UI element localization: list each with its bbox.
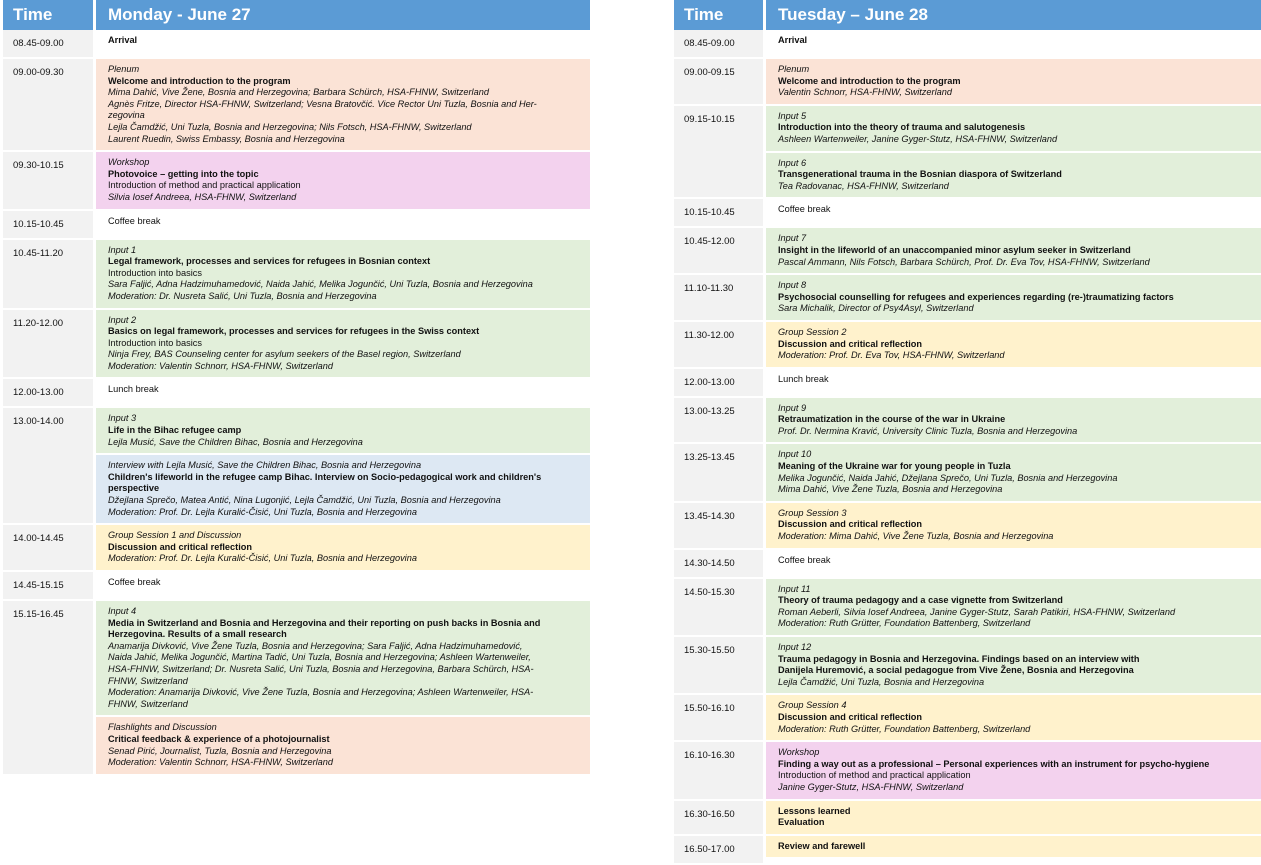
session-entry	[766, 322, 1261, 367]
session-entry	[96, 152, 590, 208]
session-note: Introduction into basics	[108, 337, 202, 348]
session-entry	[766, 59, 1261, 104]
schedule-row	[674, 369, 1261, 398]
session-note: Coffee break	[108, 215, 161, 226]
session-title: Retraumatization in the course of the war in Ukraine	[778, 414, 1006, 425]
session-detail: Input 10	[778, 449, 812, 460]
session-detail: Input 6	[778, 157, 807, 168]
session-detail: Moderation: Prof. Dr. Lejla Kuralić-Čisić, Uni Tuzla, Bosnia and Herzegovina	[108, 553, 417, 564]
schedule-row	[674, 398, 1261, 445]
session-cell	[96, 152, 590, 208]
time-slot: 15.30-15.50	[674, 637, 766, 693]
session-detail: Mima Dahić, Vive Žene, Bosnia and Herzegovina; Barbara Schürch, HSA-FHNW, Switzerland	[108, 87, 489, 98]
session-detail: Input 9	[778, 402, 807, 413]
schedule-row	[674, 503, 1261, 550]
time-slot: 16.50-17.00	[674, 836, 766, 863]
monday-header-row	[3, 0, 590, 30]
session-title: Welcome and introduction to the program	[108, 75, 291, 86]
session-entry	[96, 211, 590, 233]
schedule-row	[3, 601, 590, 776]
tuesday-schedule-table	[674, 0, 1261, 865]
schedule-row	[3, 152, 590, 210]
session-cell	[766, 742, 1261, 798]
session-title: Discussion and critical reflection	[778, 338, 922, 349]
session-entry	[96, 30, 590, 52]
session-cell	[96, 379, 590, 406]
time-slot: 10.45-12.00	[674, 228, 766, 273]
session-detail: Input 4	[108, 606, 137, 616]
time-slot: 15.50-16.10	[674, 695, 766, 740]
monday-schedule-table	[3, 0, 590, 776]
time-slot: 14.45-15.15	[3, 572, 96, 599]
session-detail: Lejla Čamdžić, Uni Tuzla, Bosnia and Herzegovina; Nils Fotsch, HSA-FHNW, Switzerland	[108, 121, 472, 132]
time-slot: 11.10-11.30	[674, 275, 766, 320]
schedule-row	[674, 228, 1261, 275]
session-detail: Agnès Fritze, Director HSA-FHNW, Switzerland; Vesna Bratovčić. Vice Rector Uni Tuzla, Bosnia and Her-	[108, 98, 537, 109]
session-detail: Plenum	[108, 64, 140, 74]
session-entry	[766, 695, 1261, 740]
session-title: Danijela Huremović, a social pedagogue from Vive Žene, Bosnia and Herzegovina	[778, 665, 1134, 676]
session-detail: Group Session 2	[778, 326, 847, 337]
session-cell	[766, 695, 1261, 740]
session-detail: Flashlights and Discussion	[108, 722, 217, 733]
schedule-row	[674, 550, 1261, 579]
session-title: Meaning of the Ukraine war for young people in Tuzla	[778, 461, 1011, 472]
session-detail: FHNW, Switzerland	[108, 698, 188, 709]
session-title: Transgenerational trauma in the Bosnian diaspora of Switzerland	[778, 169, 1062, 180]
session-note: Coffee break	[108, 577, 161, 587]
time-slot: 15.15-16.45	[3, 601, 96, 774]
time-slot: 12.00-13.00	[3, 379, 96, 406]
session-detail: Anamarija Divković, Vive Žene Tuzla, Bosnia and Herzegovina; Sara Faljić, Adna Hadzimuhamedović,	[108, 640, 523, 651]
session-entry	[96, 715, 590, 773]
session-detail: Senad Pirić, Journalist, Tuzla, Bosnia and Herzegovina	[108, 745, 332, 756]
session-detail: Roman Aeberli, Silvia Iosef Andreea, Janine Gyger-Stutz, Sarah Patikiri, HSA-FHNW, Switzerland	[778, 606, 1176, 617]
session-detail: Moderation: Mima Dahić, Vive Žene Tuzla, Bosnia and Herzegovina	[778, 531, 1054, 542]
schedule-row	[674, 695, 1261, 742]
session-detail: Moderation: Prof. Dr. Eva Tov, HSA-FHNW, Switzerland	[778, 350, 1005, 361]
schedule-row	[674, 444, 1261, 502]
session-title: Evaluation	[778, 817, 825, 828]
schedule-row	[3, 211, 590, 240]
schedule-row	[3, 30, 590, 59]
schedule-row	[674, 59, 1261, 106]
session-detail: Workshop	[778, 747, 820, 758]
time-slot: 08.45-09.00	[3, 30, 96, 57]
session-detail: Group Session 1 and Discussion	[108, 530, 242, 541]
session-title: Welcome and introduction to the program	[778, 75, 961, 86]
session-cell	[96, 211, 590, 238]
session-cell	[766, 228, 1261, 273]
session-title: Life in the Bihac refugee camp	[108, 425, 242, 436]
session-entry	[766, 275, 1261, 320]
session-entry	[766, 30, 1261, 52]
session-detail: Input 7	[778, 233, 807, 244]
session-title: Finding a way out as a professional – Personal experiences with an instrument for psycho-hygiene	[778, 758, 1210, 769]
session-cell	[96, 30, 590, 57]
session-detail: Moderation: Anamarija Divković, Vive Žene Tuzla, Bosnia and Herzegovina; Ashleen Wartenweiler, HSA-	[108, 687, 534, 698]
schedule-row	[674, 30, 1261, 59]
session-cell	[96, 601, 590, 774]
time-slot: 09.00-09.15	[674, 59, 766, 104]
session-entry	[766, 579, 1261, 635]
schedule-row	[674, 742, 1261, 800]
session-detail: Laurent Ruedin, Swiss Embassy, Bosnia and Herzegovina	[108, 133, 345, 144]
session-cell	[766, 369, 1261, 396]
session-detail: Lejla Musić, Save the Children Bihac, Bosnia and Herzegovina	[108, 436, 363, 447]
session-entry	[766, 369, 1261, 391]
time-slot: 11.20-12.00	[3, 310, 96, 378]
session-title: Media in Switzerland and Bosnia and Herzegovina and their reporting on push backs in Bosnia and	[108, 617, 541, 628]
schedule-row	[3, 310, 590, 380]
session-detail: Input 11	[778, 583, 811, 594]
session-detail: Moderation: Ruth Grütter, Foundation Battenberg, Switzerland	[778, 618, 1031, 629]
session-note: Introduction into basics	[108, 267, 202, 278]
session-detail: Janine Gyger-Stutz, HSA-FHNW, Switzerland	[778, 781, 964, 792]
session-detail: Sara Michalik, Director of Psy4Asyl, Switzerland	[778, 303, 974, 314]
session-entry	[96, 601, 590, 715]
session-entry	[766, 151, 1261, 198]
session-detail: Tea Radovanac, HSA-FHNW, Switzerland	[778, 180, 949, 191]
session-detail: Mima Dahić, Vive Žene Tuzla, Bosnia and Herzegovina	[778, 484, 1003, 495]
session-title: Insight in the lifeworld of an unaccompanied minor asylum seeker in Switzerland	[778, 244, 1131, 255]
time-slot: 16.10-16.30	[674, 742, 766, 798]
session-entry	[96, 525, 590, 570]
session-detail: Pascal Ammann, Nils Fotsch, Barbara Schürch, Prof. Dr. Eva Tov, HSA-FHNW, Switzerland	[778, 256, 1150, 267]
session-detail: Prof. Dr. Nermina Kravić, University Clinic Tuzla, Bosnia and Herzegovina	[778, 425, 1078, 436]
time-slot: 10.15-10.45	[3, 211, 96, 238]
session-detail: Group Session 4	[778, 700, 847, 711]
session-detail: Plenum	[778, 64, 810, 74]
session-title: Discussion and critical reflection	[108, 541, 252, 552]
session-detail: Moderation: Dr. Nusreta Salić, Uni Tuzla, Bosnia and Herzegovina	[108, 290, 377, 301]
time-slot: 16.30-16.50	[674, 801, 766, 834]
session-cell	[96, 310, 590, 378]
session-cell	[766, 579, 1261, 635]
time-slot: 13.00-14.00	[3, 408, 96, 523]
session-title: Arrival	[778, 35, 808, 45]
time-slot: 09.15-10.15	[674, 106, 766, 198]
session-detail: Input 12	[778, 642, 812, 652]
session-cell	[96, 59, 590, 150]
schedule-row	[674, 579, 1261, 637]
session-detail: Input 2	[108, 314, 137, 325]
session-entry	[766, 742, 1261, 798]
schedule-row	[674, 637, 1261, 695]
session-cell	[766, 836, 1261, 863]
monday-rows	[3, 30, 590, 776]
session-cell	[766, 59, 1261, 104]
schedule-row	[674, 836, 1261, 865]
session-detail: HSA-FHNW, Switzerland; Dr. Nusreta Salić, Uni Tuzla, Bosnia and Herzegovina, Barbara Schürch, HSA-	[108, 663, 534, 674]
session-title: Introduction into the theory of trauma and salutogenesis	[778, 122, 1026, 133]
session-note: Introduction of method and practical application	[778, 770, 971, 781]
session-cell	[96, 525, 590, 570]
session-entry	[766, 398, 1261, 443]
time-slot: 14.00-14.45	[3, 525, 96, 570]
session-detail: Naida Jahić, Melika Jogunčić, Martina Tadić, Uni Tuzla, Bosnia and Herzegovina; Ashleen Wartenweiler,	[108, 652, 531, 663]
schedule-row	[674, 275, 1261, 322]
session-title: Basics on legal framework, processes and services for refugees in the Swiss context	[108, 326, 480, 337]
tuesday-rows	[674, 30, 1261, 865]
session-title: Arrival	[108, 35, 138, 45]
time-slot: 13.25-13.45	[674, 444, 766, 500]
time-slot: 14.30-14.50	[674, 550, 766, 577]
session-detail: Ninja Frey, BAS Counseling center for asylum seekers of the Basel region, Switzerland	[108, 349, 461, 360]
session-title: Theory of trauma pedagogy and a case vignette from Switzerland	[778, 595, 1063, 606]
session-entry	[96, 379, 590, 401]
session-detail: Silvia Iosef Andreea, HSA-FHNW, Switzerland	[108, 191, 297, 202]
time-slot: 11.30-12.00	[674, 322, 766, 367]
session-note: Coffee break	[778, 204, 831, 215]
session-entry	[766, 550, 1261, 572]
session-entry	[96, 240, 590, 308]
session-detail: Input 8	[778, 280, 807, 291]
session-cell	[766, 322, 1261, 367]
session-title: Photovoice – getting into the topic	[108, 168, 259, 179]
session-title: Children's lifeworld in the refugee camp Bihac. Interview on Socio-pedagogical work and children's	[108, 471, 542, 482]
session-title: Lessons learned	[778, 805, 851, 816]
day-column-header: Tuesday – June 28	[778, 5, 928, 24]
session-entry	[766, 637, 1261, 693]
time-slot: 14.50-15.30	[674, 579, 766, 635]
session-cell	[766, 398, 1261, 443]
session-title: Review and farewell	[778, 840, 866, 851]
session-entry	[766, 801, 1261, 834]
session-note: Lunch break	[108, 384, 159, 395]
schedule-row	[674, 106, 1261, 200]
schedule-row	[674, 322, 1261, 369]
session-detail: Džejlana Sprečo, Matea Antić, Nina Lugonjić, Lejla Čamdžić, Uni Tuzla, Bosnia and Herzegovina	[108, 495, 501, 506]
session-detail: Sara Faljić, Adna Hadzimuhamedović, Naida Jahić, Melika Jogunčić, Uni Tuzla, Bosnia and Herzegovina	[108, 279, 533, 290]
schedule-row	[674, 801, 1261, 836]
session-entry	[766, 444, 1261, 500]
session-entry	[96, 310, 590, 378]
session-entry	[766, 503, 1261, 548]
session-title: perspective	[108, 483, 160, 494]
session-cell	[766, 550, 1261, 577]
session-cell	[766, 106, 1261, 198]
schedule-row	[3, 408, 590, 525]
session-detail: Input 1	[108, 244, 137, 255]
schedule-row	[3, 379, 590, 408]
session-cell	[766, 199, 1261, 226]
day-column-header: Monday - June 27	[108, 5, 251, 24]
session-detail: Group Session 3	[778, 507, 847, 518]
session-cell	[766, 503, 1261, 548]
session-detail: Workshop	[108, 157, 150, 168]
session-detail: Melika Jogunčić, Naida Jahić, Džejlana Sprečo, Uni Tuzla, Bosnia and Herzegovina	[778, 472, 1118, 483]
session-title: Discussion and critical reflection	[778, 519, 922, 530]
session-detail: Moderation: Prof. Dr. Lejla Kuralić-Čisić, Uni Tuzla, Bosnia and Herzegovina	[108, 506, 417, 517]
session-detail: Moderation: Ruth Grütter, Foundation Battenberg, Switzerland	[778, 723, 1031, 734]
schedule-row	[3, 240, 590, 310]
session-cell	[766, 444, 1261, 500]
session-title: Herzegovina. Results of a small research	[108, 629, 287, 640]
session-title: Critical feedback & experience of a photojournalist	[108, 733, 330, 744]
session-title: Discussion and critical reflection	[778, 711, 922, 722]
session-detail: Valentin Schnorr, HSA-FHNW, Switzerland	[778, 87, 952, 98]
session-cell	[96, 408, 590, 523]
session-note: Introduction of method and practical application	[108, 180, 301, 191]
session-entry	[96, 572, 590, 594]
session-detail: Input 5	[778, 110, 807, 121]
time-slot: 08.45-09.00	[674, 30, 766, 57]
session-title: Legal framework, processes and services for refugees in Bosnian context	[108, 256, 431, 267]
session-entry	[96, 408, 590, 453]
schedule-row	[3, 525, 590, 572]
time-slot: 12.00-13.00	[674, 369, 766, 396]
time-slot: 10.45-11.20	[3, 240, 96, 308]
session-cell	[766, 801, 1261, 834]
time-slot: 13.00-13.25	[674, 398, 766, 443]
session-title: Trauma pedagogy in Bosnia and Herzegovina. Findings based on an interview with	[778, 653, 1140, 664]
session-entry	[766, 199, 1261, 221]
session-entry	[766, 836, 1261, 858]
session-note: Coffee break	[778, 554, 831, 565]
session-cell	[766, 275, 1261, 320]
schedule-row	[3, 572, 590, 601]
session-detail: Moderation: Valentin Schnorr, HSA-FHNW, Switzerland	[108, 757, 334, 768]
session-detail: Moderation: Valentin Schnorr, HSA-FHNW, Switzerland	[108, 360, 334, 371]
time-slot: 13.45-14.30	[674, 503, 766, 548]
session-note: Lunch break	[778, 373, 829, 384]
schedule-row	[3, 59, 590, 152]
time-column-header: Time	[3, 0, 96, 30]
session-entry	[766, 106, 1261, 151]
session-detail: Lejla Čamdžić, Uni Tuzla, Bosnia and Herzegovina	[778, 676, 985, 687]
session-title: Psychosocial counselling for refugees and experiences regarding (re-)traumatizing factors	[778, 291, 1174, 302]
session-detail: FHNW, Switzerland	[108, 675, 188, 686]
time-slot: 10.15-10.45	[674, 199, 766, 226]
session-detail: Ashleen Wartenweiler, Janine Gyger-Stutz, HSA-FHNW, Switzerland	[778, 133, 1058, 144]
tuesday-header-row	[674, 0, 1261, 30]
session-cell	[96, 572, 590, 599]
time-slot: 09.30-10.15	[3, 152, 96, 208]
session-entry	[96, 453, 590, 523]
session-cell	[766, 637, 1261, 693]
session-cell	[766, 30, 1261, 57]
session-cell	[96, 240, 590, 308]
time-column-header: Time	[674, 0, 766, 30]
schedule-row	[674, 199, 1261, 228]
session-detail: Interview with Lejla Musić, Save the Children Bihac, Bosnia and Herzegovina	[108, 460, 422, 471]
session-entry	[766, 228, 1261, 273]
session-detail: zegovina	[108, 110, 145, 121]
session-detail: Input 3	[108, 413, 137, 424]
session-entry	[96, 59, 590, 150]
time-slot: 09.00-09.30	[3, 59, 96, 150]
